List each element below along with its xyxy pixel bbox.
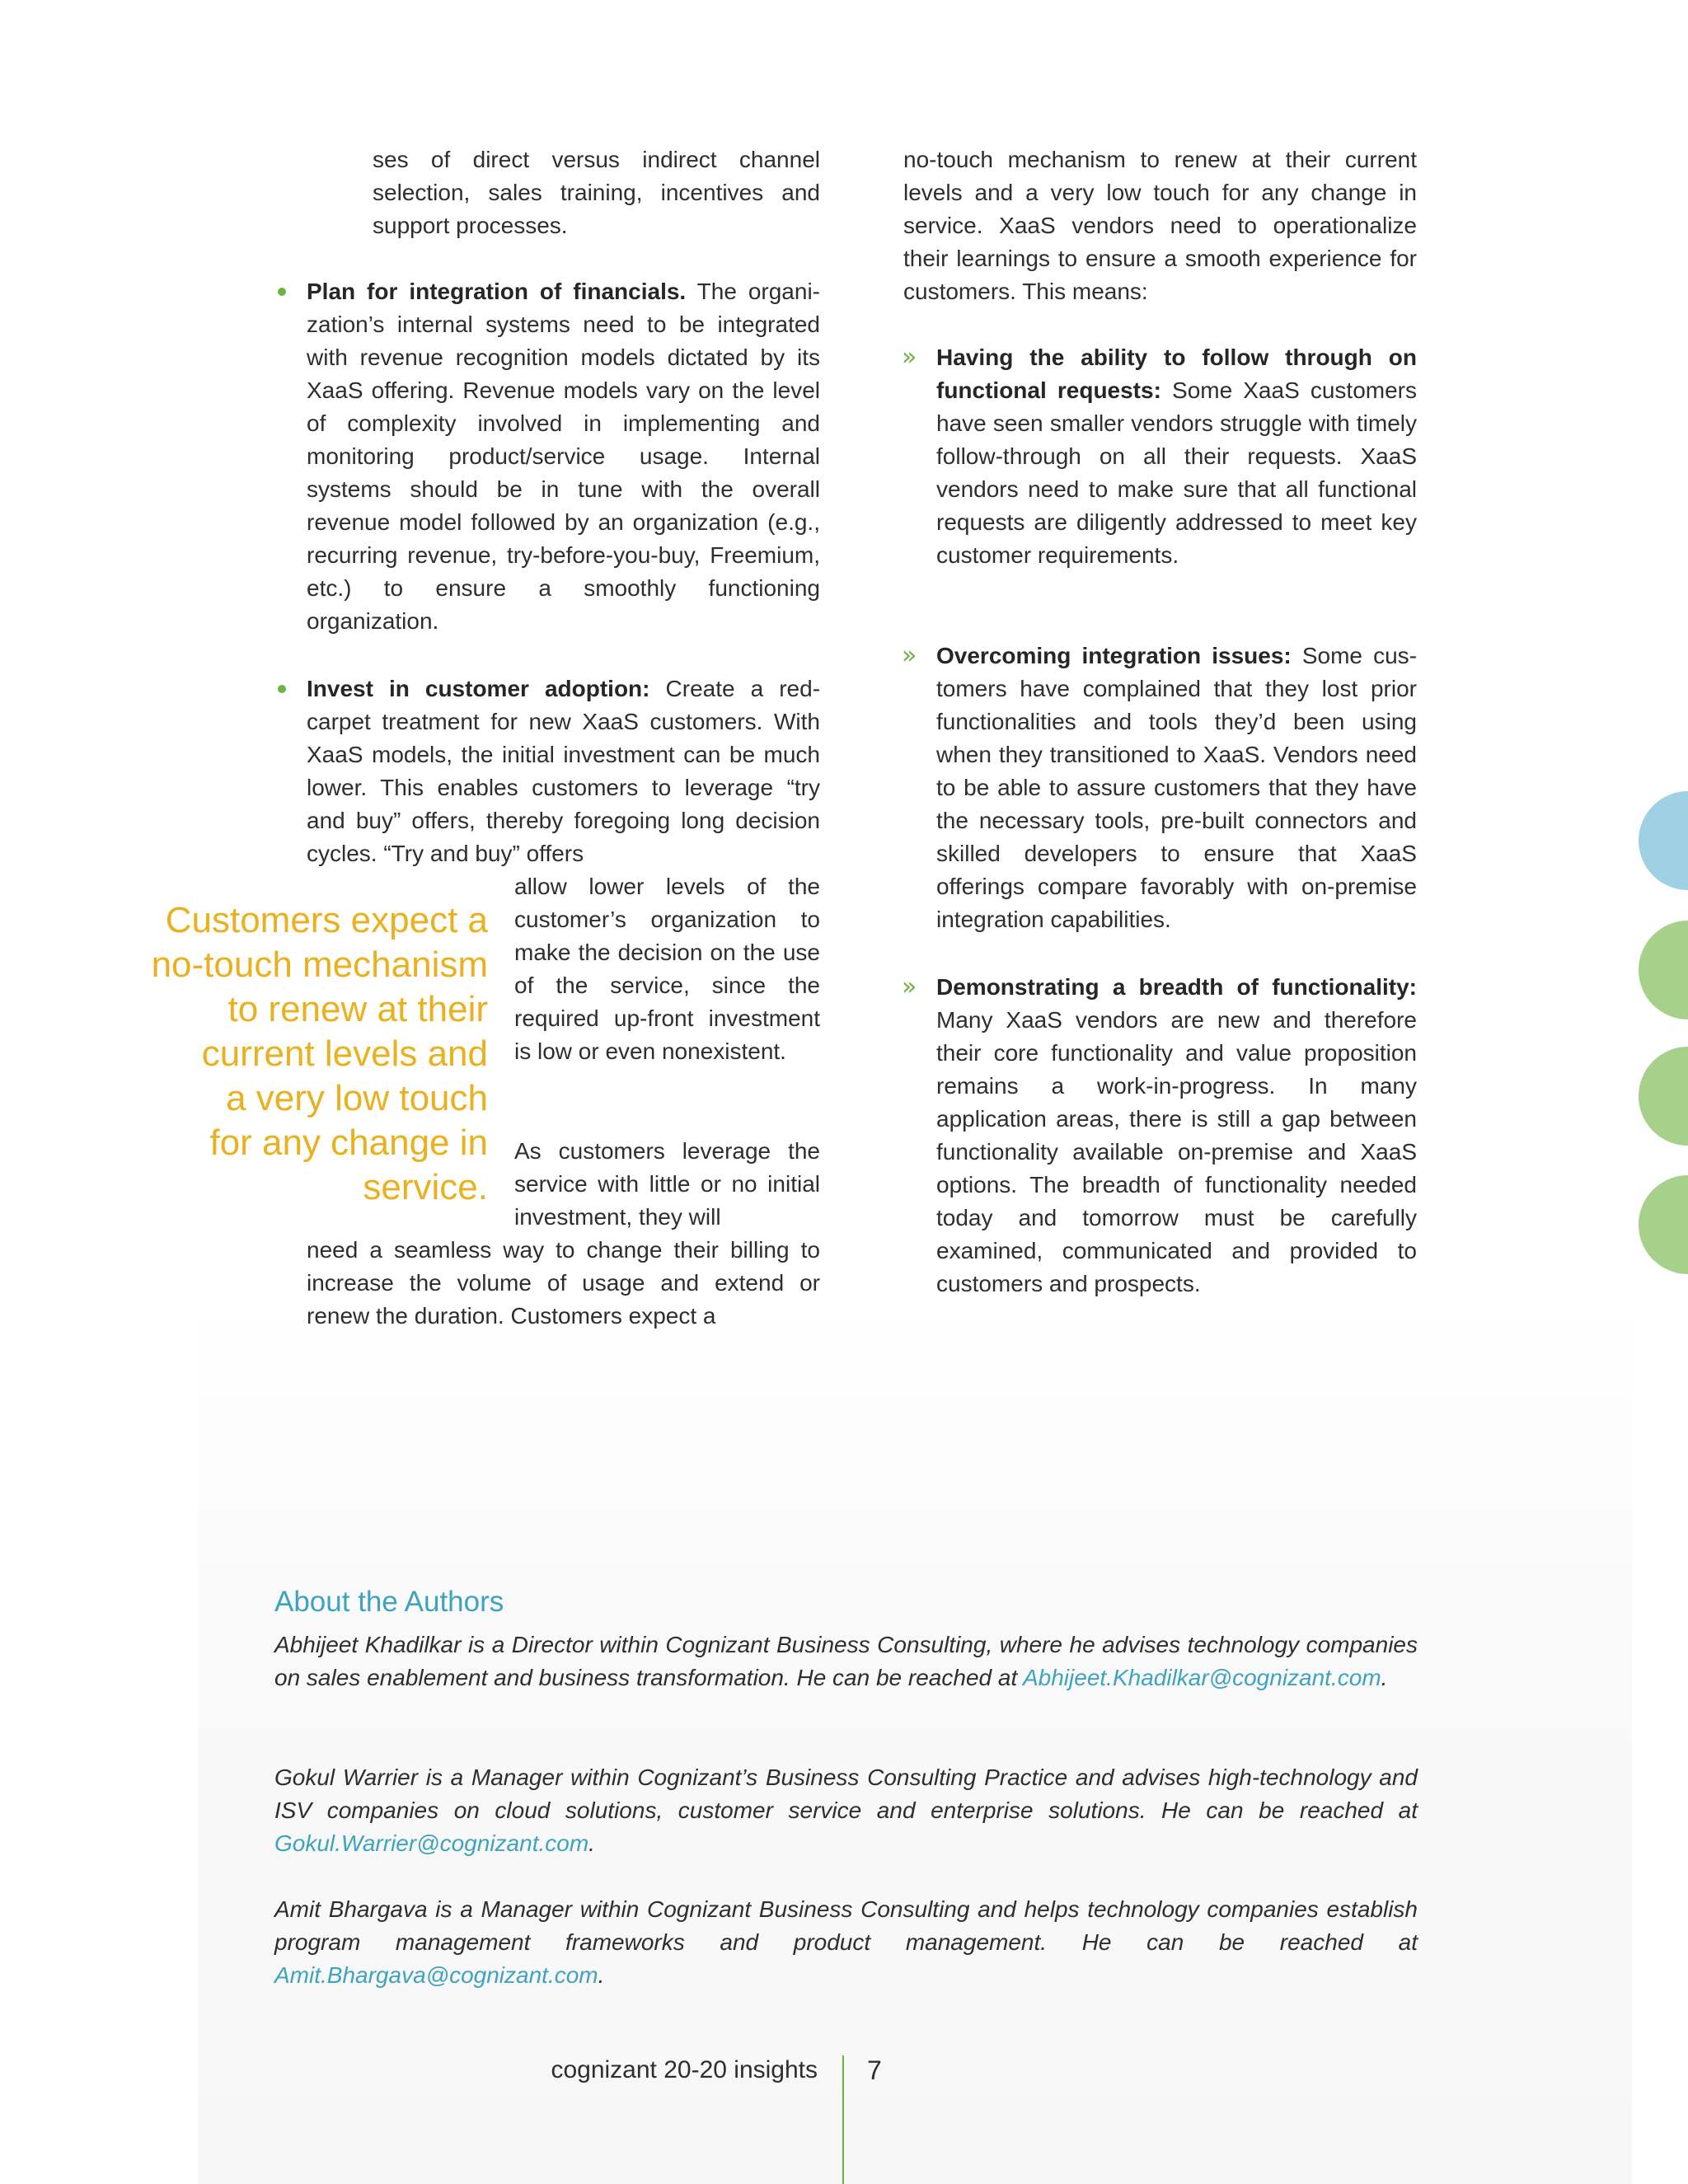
list-item-text: Some customers have complained that they lost prior functionalities and tools they’d been using when they transitioned to XaaS. Vendors need to be able to assure customers that they have the necessary tools, pre-built connectors and skilled developers to ensure that XaaS offerings compare favorably with on-premise integration capabilities. xyxy=(936,643,1418,932)
pull-quote xyxy=(99,898,488,1210)
pull-quote-line: service. xyxy=(363,1167,488,1207)
bullet-financials-lead: Plan for integration of financials. xyxy=(307,279,687,304)
chevron-right-icon: » xyxy=(902,972,917,1001)
about-authors-heading: About the Authors xyxy=(274,1586,504,1618)
author-bio-text: Amit Bhargava is a Manager within Cognizant Business Consulting and helps technology companies establish program management frameworks and product management. He can be reached at xyxy=(274,1896,1418,1955)
beside-quote-paragraph-1: allow lower levels of the customer’s organization to make the decision on the use of the service, since the required up-front investment is low or even nonexistent. xyxy=(514,874,820,1064)
decorative-circle-green xyxy=(1639,1175,1688,1274)
bullet-adoption-text: Create a redcarpet treatment for new XaaS customers. With XaaS models, the initial investment can be much lower. This enables customers to leverage “try and buy” offers, thereby foregoing long decision cycles. “Try and buy” offers xyxy=(307,676,821,866)
footer-divider xyxy=(842,2055,844,2184)
bullet-financials xyxy=(307,275,820,638)
author-bio-end: . xyxy=(1381,1665,1388,1690)
bullet-dot-icon xyxy=(278,288,286,296)
decorative-circle-blue xyxy=(1639,791,1688,890)
pull-quote-line: for any change in xyxy=(209,1122,488,1163)
right-intro-paragraph: no-touch mechanism to renew at their current levels and a very low touch for any change in service. XaaS vendors need to operationalize their learnings to ensure a smooth experience for customers. This means: xyxy=(903,147,1417,304)
bullet-adoption-lead: Invest in customer adoption: xyxy=(307,676,650,701)
author-bio-text: Abhijeet Khadilkar is a Director within Cognizant Business Consulting, where he advises technology companies on sales enablement and business transformation. He can be reached at xyxy=(274,1632,1418,1690)
author-email-link[interactable]: Abhijeet.Khadilkar@cognizant.com xyxy=(1022,1665,1381,1690)
bullet-dot-icon xyxy=(278,685,286,693)
author-bio-warrier xyxy=(274,1761,1418,1860)
list-item-lead: Overcoming integration issues: xyxy=(936,643,1292,668)
author-bio-end: . xyxy=(588,1830,595,1856)
bullet-adoption xyxy=(307,673,820,870)
bullet-financials-text: The organization’s internal systems need to be integrated with revenue recognition models dictated by its XaaS offering. Revenue models vary on the level of complexity involved in implementing and monitoring product/service usage. Internal systems should be in tune with the overall revenue model followed by an organization (e.g., recurring revenue, try-before-you-buy, Freemium, etc.) to ensure a smoothly functioning organization. xyxy=(307,279,820,634)
footer-publication-label: cognizant 20-20 insights xyxy=(551,2056,818,2083)
chevron-right-icon: » xyxy=(902,641,917,670)
page-shade xyxy=(198,1302,1632,2184)
list-item-text: Many XaaS vendors are new and therefore their core functionality and value proposition remains a work-in-progress. In many application areas, there is still a gap between functionality available on-premise and XaaS options. The breadth of functionality needed today and tomorrow must be carefully examined, communicated and provided to customers and prospects. xyxy=(936,1007,1417,1296)
list-item-breadth-functionality xyxy=(936,971,1417,1301)
author-bio-end: . xyxy=(598,1962,605,1988)
pull-quote-line: Customers expect a xyxy=(165,900,488,940)
list-item-text: Some XaaS customers have seen smaller vendors struggle with timely follow-through on all their requests. XaaS vendors need to make sure that all functional requests are diligently addressed to meet key customer requirements. xyxy=(936,377,1417,568)
continuation-paragraph: ses of direct versus indirect channel selection, sales training, incentives and support processes. xyxy=(373,147,820,238)
decorative-circle-green xyxy=(1639,921,1688,1019)
author-email-link[interactable]: Amit.Bhargava@cognizant.com xyxy=(274,1962,598,1988)
list-item-lead: Demonstrating a breadth of functionality: xyxy=(936,974,1417,1000)
page-number: 7 xyxy=(867,2055,882,2085)
list-item-lead: Having the ability to follow through on functional requests: xyxy=(936,344,1417,403)
after-quote-paragraph: need a seamless way to change their billing to increase the volume of usage and extend or renew the duration. Customers expect a xyxy=(307,1237,820,1329)
list-item-integration-issues xyxy=(936,640,1417,936)
author-bio-bhargava xyxy=(274,1893,1418,1992)
pull-quote-line: current levels and xyxy=(201,1033,488,1074)
author-email-link[interactable]: Gokul.Warrier@cognizant.com xyxy=(274,1830,589,1856)
beside-quote-paragraph-2: As customers leverage the service with little or no initial investment, they will xyxy=(514,1138,820,1230)
pull-quote-line: to renew at their xyxy=(227,989,488,1029)
pull-quote-line: a very low touch xyxy=(226,1078,488,1118)
decorative-circle-green xyxy=(1639,1047,1688,1146)
pull-quote-line: no-touch mechanism xyxy=(151,944,488,985)
author-bio-text: Gokul Warrier is a Manager within Cognizant’s Business Consulting Practice and advises high-technology and ISV companies on cloud solutions, customer service and enterprise solutions. He can be reached at xyxy=(274,1765,1418,1823)
author-bio-khadilkar xyxy=(274,1629,1418,1694)
chevron-right-icon: » xyxy=(902,343,917,372)
list-item-functional-requests xyxy=(936,341,1417,572)
